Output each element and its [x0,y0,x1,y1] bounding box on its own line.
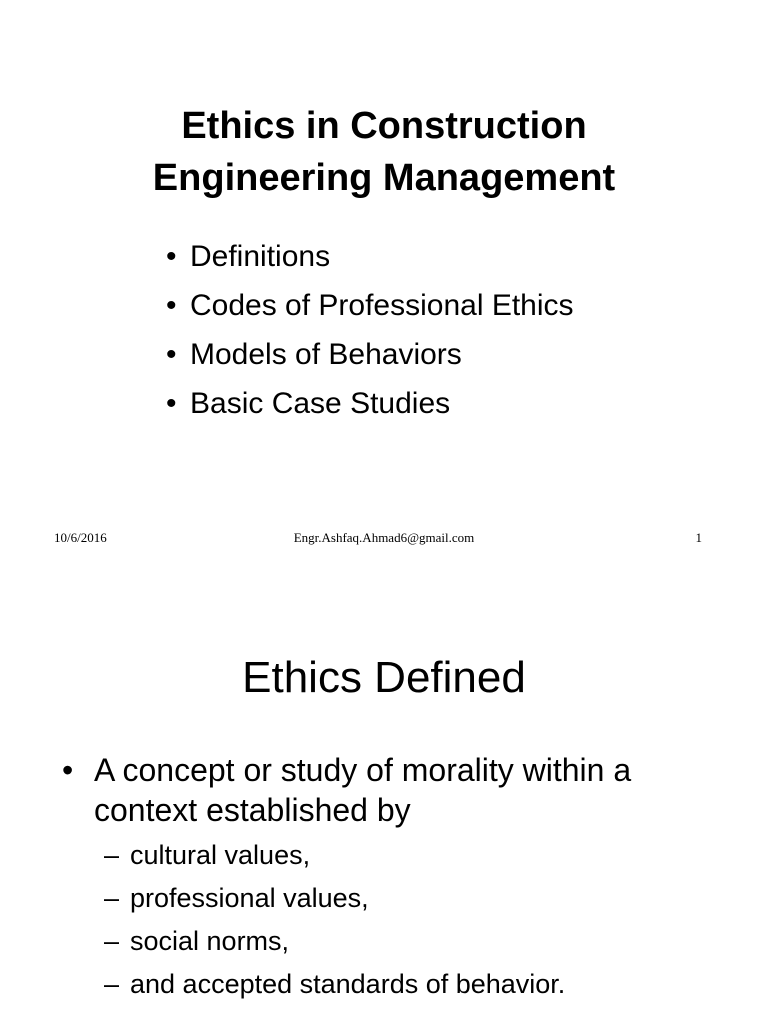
bullet-marker: • [62,752,74,788]
context-item [104,834,565,877]
context-item [104,920,565,963]
footer-email: Engr.Ashfaq.Ahmad6@gmail.com [293,530,475,545]
topic-list [166,232,574,428]
footer-page-number: 1 [695,530,702,545]
definition-text: A concept or study of morality within a context established by [94,752,632,828]
topic-item [166,330,574,379]
context-list [104,834,565,1006]
footer-date: 10/6/2016 [54,530,107,545]
context-label: and accepted standards of behavior. [130,969,566,999]
topic-item [166,379,574,428]
topic-item [166,232,574,281]
bullet-marker: • [166,387,177,420]
slide-2 [0,576,768,1024]
topic-item [166,281,574,330]
bullet-marker: • [166,240,177,273]
topic-label: Basic Case Studies [190,387,451,420]
bullet-marker: • [166,289,177,322]
dash-marker: – [104,926,120,956]
topic-label: Models of Behaviors [190,338,462,371]
slide-title: Ethics Defined [242,653,526,702]
bullet-marker: • [166,338,177,371]
definition-bullet [62,750,722,830]
context-label: social norms, [130,926,290,956]
dash-marker: – [104,883,120,913]
title-line-1: Ethics in Construction [181,105,587,147]
dash-marker: – [104,840,120,870]
context-label: professional values, [130,883,369,913]
context-label: cultural values, [130,840,311,870]
context-item [104,877,565,920]
context-item [104,963,565,1006]
topic-label: Definitions [190,240,331,273]
slide-title [0,100,768,204]
title-line-2: Engineering Management [152,157,616,199]
dash-marker: – [104,969,120,999]
topic-label: Codes of Professional Ethics [190,289,574,322]
